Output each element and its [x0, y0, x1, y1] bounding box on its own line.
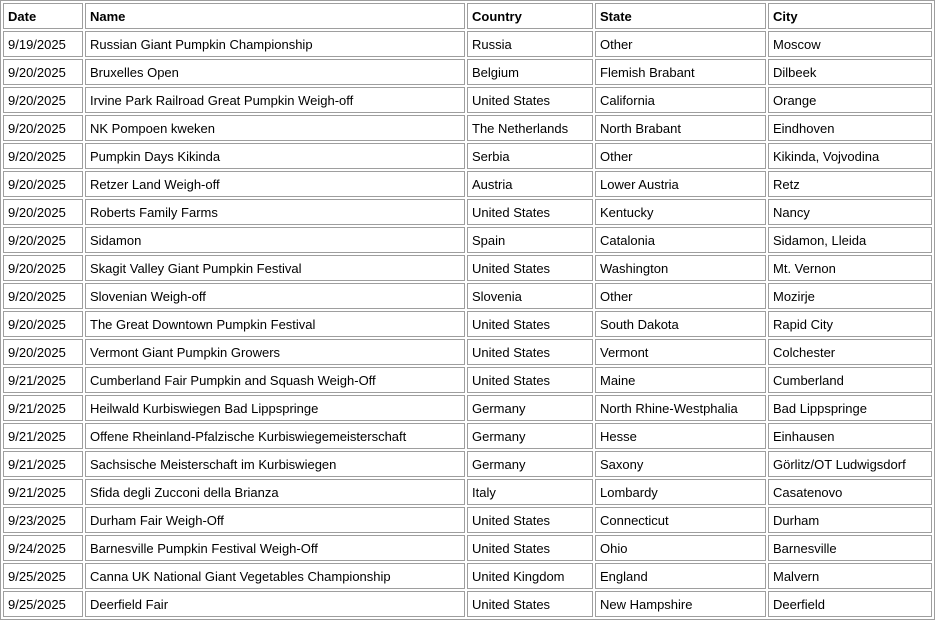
cell-name: Vermont Giant Pumpkin Growers	[85, 339, 465, 365]
cell-state: England	[595, 563, 766, 589]
cell-city: Sidamon, Lleida	[768, 227, 932, 253]
cell-state: South Dakota	[595, 311, 766, 337]
cell-name: Offene Rheinland-Pfalzische Kurbiswiegemeisterschaft	[85, 423, 465, 449]
cell-name: NK Pompoen kweken	[85, 115, 465, 141]
cell-name: Cumberland Fair Pumpkin and Squash Weigh-Off	[85, 367, 465, 393]
cell-city: Cumberland	[768, 367, 932, 393]
column-header-city: City	[768, 3, 932, 29]
cell-name: Sidamon	[85, 227, 465, 253]
cell-state: Catalonia	[595, 227, 766, 253]
cell-date: 9/21/2025	[3, 451, 83, 477]
cell-country: Austria	[467, 171, 593, 197]
cell-date: 9/20/2025	[3, 255, 83, 281]
cell-state: Vermont	[595, 339, 766, 365]
cell-country: Germany	[467, 395, 593, 421]
cell-date: 9/21/2025	[3, 367, 83, 393]
cell-city: Casatenovo	[768, 479, 932, 505]
table-row	[3, 227, 932, 253]
cell-state: Other	[595, 283, 766, 309]
cell-date: 9/20/2025	[3, 199, 83, 225]
cell-name: Deerfield Fair	[85, 591, 465, 617]
table-row	[3, 87, 932, 113]
cell-date: 9/24/2025	[3, 535, 83, 561]
table-row	[3, 339, 932, 365]
cell-city: Mt. Vernon	[768, 255, 932, 281]
cell-country: Germany	[467, 423, 593, 449]
cell-name: Heilwald Kurbiswiegen Bad Lippspringe	[85, 395, 465, 421]
header-row	[3, 3, 932, 29]
table-row	[3, 115, 932, 141]
cell-date: 9/20/2025	[3, 59, 83, 85]
cell-state: Other	[595, 143, 766, 169]
cell-city: Malvern	[768, 563, 932, 589]
cell-city: Colchester	[768, 339, 932, 365]
cell-city: Dilbeek	[768, 59, 932, 85]
cell-country: United States	[467, 367, 593, 393]
table-row	[3, 395, 932, 421]
cell-city: Nancy	[768, 199, 932, 225]
table-body	[3, 31, 932, 617]
column-header-date: Date	[3, 3, 83, 29]
cell-name: Sachsische Meisterschaft im Kurbiswiegen	[85, 451, 465, 477]
cell-state: Kentucky	[595, 199, 766, 225]
cell-city: Orange	[768, 87, 932, 113]
table-row	[3, 479, 932, 505]
cell-date: 9/20/2025	[3, 311, 83, 337]
table-row	[3, 199, 932, 225]
cell-name: Canna UK National Giant Vegetables Championship	[85, 563, 465, 589]
table-row	[3, 59, 932, 85]
cell-name: Retzer Land Weigh-off	[85, 171, 465, 197]
cell-country: Spain	[467, 227, 593, 253]
cell-state: New Hampshire	[595, 591, 766, 617]
cell-country: The Netherlands	[467, 115, 593, 141]
cell-state: Lombardy	[595, 479, 766, 505]
cell-date: 9/25/2025	[3, 591, 83, 617]
cell-state: North Rhine-Westphalia	[595, 395, 766, 421]
cell-country: Germany	[467, 451, 593, 477]
cell-state: Flemish Brabant	[595, 59, 766, 85]
cell-date: 9/21/2025	[3, 395, 83, 421]
cell-state: Connecticut	[595, 507, 766, 533]
cell-city: Retz	[768, 171, 932, 197]
cell-date: 9/20/2025	[3, 171, 83, 197]
cell-state: Washington	[595, 255, 766, 281]
cell-name: Russian Giant Pumpkin Championship	[85, 31, 465, 57]
cell-date: 9/20/2025	[3, 115, 83, 141]
cell-city: Görlitz/OT Ludwigsdorf	[768, 451, 932, 477]
cell-city: Einhausen	[768, 423, 932, 449]
column-header-state: State	[595, 3, 766, 29]
table-row	[3, 535, 932, 561]
cell-name: Irvine Park Railroad Great Pumpkin Weigh-off	[85, 87, 465, 113]
table-row	[3, 255, 932, 281]
cell-country: United States	[467, 199, 593, 225]
cell-country: Serbia	[467, 143, 593, 169]
column-header-country: Country	[467, 3, 593, 29]
cell-state: Maine	[595, 367, 766, 393]
cell-country: United Kingdom	[467, 563, 593, 589]
cell-city: Deerfield	[768, 591, 932, 617]
cell-country: Russia	[467, 31, 593, 57]
cell-city: Mozirje	[768, 283, 932, 309]
table-row	[3, 311, 932, 337]
cell-name: Barnesville Pumpkin Festival Weigh-Off	[85, 535, 465, 561]
cell-country: United States	[467, 87, 593, 113]
cell-country: Slovenia	[467, 283, 593, 309]
cell-state: Other	[595, 31, 766, 57]
cell-country: United States	[467, 535, 593, 561]
cell-date: 9/20/2025	[3, 227, 83, 253]
table-row	[3, 283, 932, 309]
column-header-name: Name	[85, 3, 465, 29]
table-row	[3, 367, 932, 393]
table-row	[3, 423, 932, 449]
cell-date: 9/20/2025	[3, 87, 83, 113]
cell-name: The Great Downtown Pumpkin Festival	[85, 311, 465, 337]
cell-city: Barnesville	[768, 535, 932, 561]
cell-country: United States	[467, 591, 593, 617]
cell-name: Bruxelles Open	[85, 59, 465, 85]
cell-country: Belgium	[467, 59, 593, 85]
cell-country: Italy	[467, 479, 593, 505]
cell-name: Pumpkin Days Kikinda	[85, 143, 465, 169]
cell-date: 9/25/2025	[3, 563, 83, 589]
cell-city: Durham	[768, 507, 932, 533]
cell-name: Slovenian Weigh-off	[85, 283, 465, 309]
table-row	[3, 171, 932, 197]
cell-city: Eindhoven	[768, 115, 932, 141]
table-header	[3, 3, 932, 29]
table-row	[3, 563, 932, 589]
cell-state: Lower Austria	[595, 171, 766, 197]
cell-country: United States	[467, 311, 593, 337]
cell-name: Durham Fair Weigh-Off	[85, 507, 465, 533]
cell-state: Hesse	[595, 423, 766, 449]
cell-state: North Brabant	[595, 115, 766, 141]
cell-date: 9/20/2025	[3, 339, 83, 365]
table-row	[3, 143, 932, 169]
table-row	[3, 507, 932, 533]
cell-city: Bad Lippspringe	[768, 395, 932, 421]
cell-date: 9/21/2025	[3, 423, 83, 449]
cell-city: Moscow	[768, 31, 932, 57]
cell-country: United States	[467, 339, 593, 365]
cell-name: Sfida degli Zucconi della Brianza	[85, 479, 465, 505]
cell-state: Ohio	[595, 535, 766, 561]
table-row	[3, 591, 932, 617]
cell-date: 9/19/2025	[3, 31, 83, 57]
cell-state: Saxony	[595, 451, 766, 477]
cell-country: United States	[467, 507, 593, 533]
cell-state: California	[595, 87, 766, 113]
cell-city: Kikinda, Vojvodina	[768, 143, 932, 169]
cell-name: Roberts Family Farms	[85, 199, 465, 225]
table-row	[3, 31, 932, 57]
cell-name: Skagit Valley Giant Pumpkin Festival	[85, 255, 465, 281]
cell-city: Rapid City	[768, 311, 932, 337]
table-row	[3, 451, 932, 477]
cell-date: 9/20/2025	[3, 283, 83, 309]
cell-date: 9/20/2025	[3, 143, 83, 169]
cell-date: 9/23/2025	[3, 507, 83, 533]
cell-date: 9/21/2025	[3, 479, 83, 505]
cell-country: United States	[467, 255, 593, 281]
